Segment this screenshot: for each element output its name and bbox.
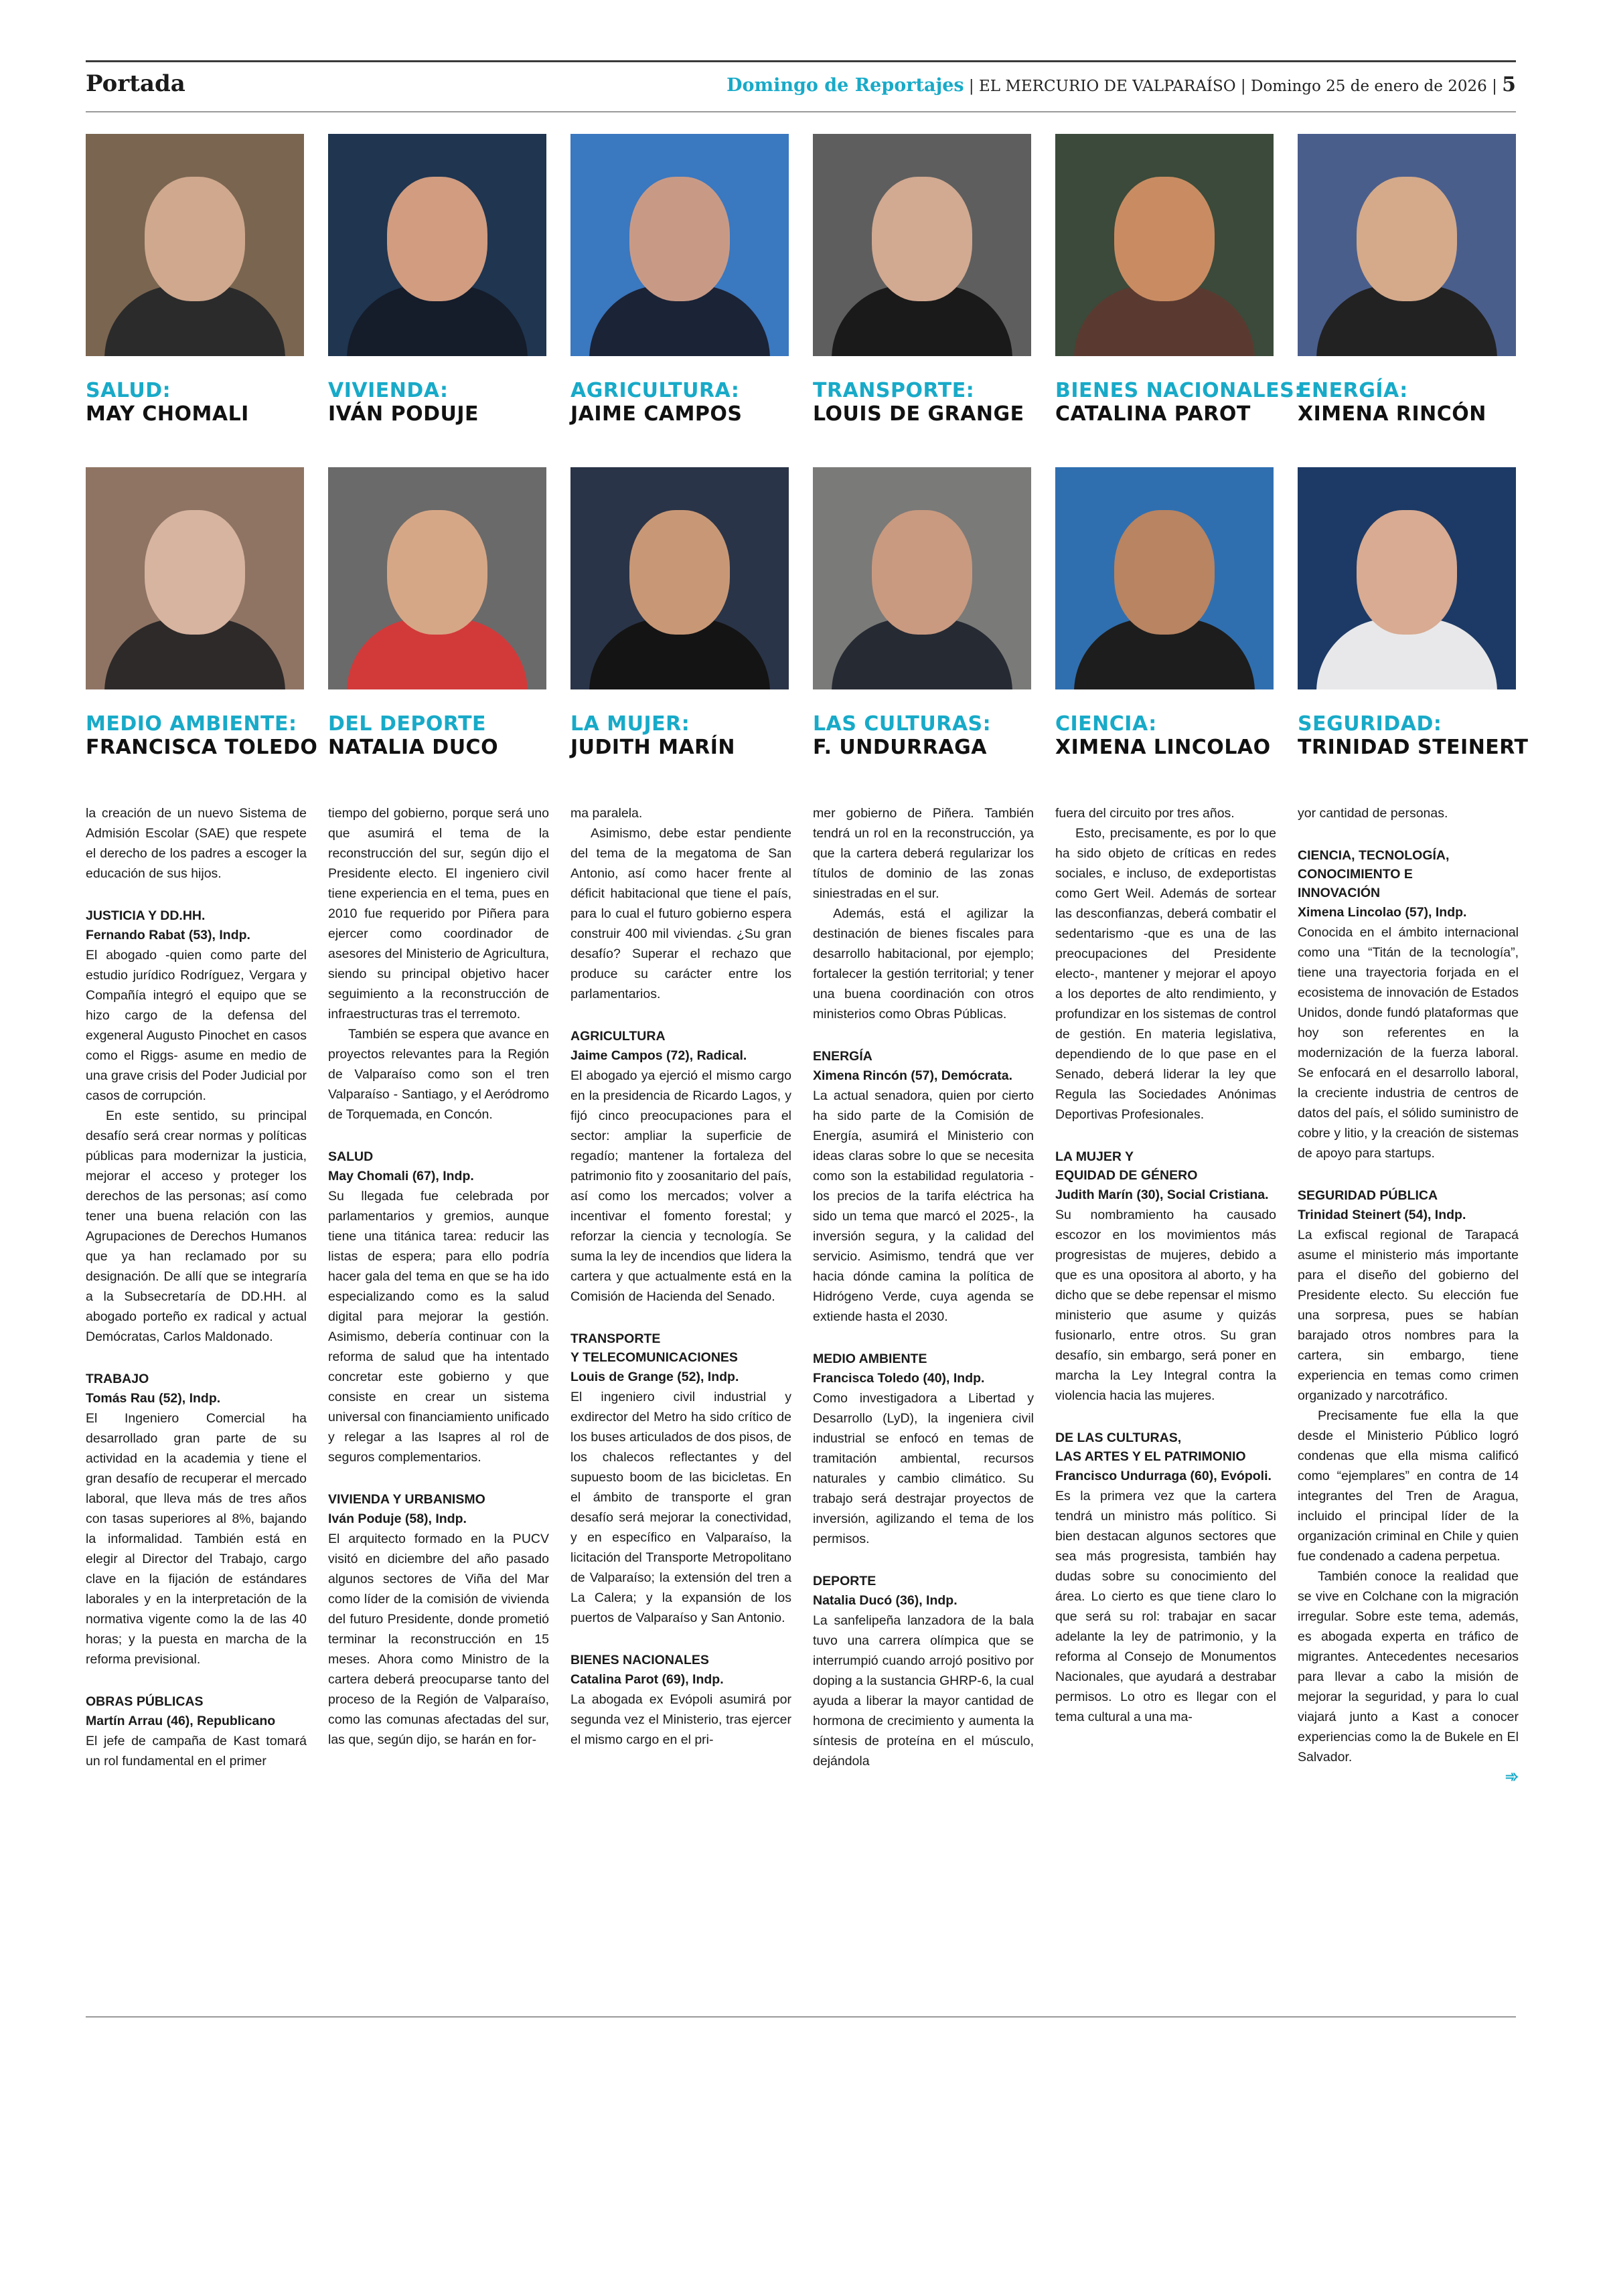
page-separator: |	[1492, 78, 1497, 95]
page-number: 5	[1502, 73, 1516, 96]
portrait-photo	[570, 467, 789, 689]
minister-role: LA MUJER:	[570, 712, 690, 736]
paragraph: Esto, precisamente, es por lo que ha sido objeto de críticas en redes sociales, e incluso, de exdeportistas como Gert Weil. Además de sortear las desconfianzas, deberá combatir el sedentarismo -que es una de las preocupaciones del Presidente electo-, mantener y mejorar el apoyo a los deportes de alto rendimiento, y profundizar en los sistemas de control de gestión. En materia legislativa, dependiendo de lo que pase en el Senado, deberá liderar la ley que Regula las Sociedades Anónimas Deportivas Profesionales.	[1055, 826, 1276, 1122]
minister-name: NATALIA DUCO	[328, 736, 499, 759]
minister-role: LAS CULTURAS:	[813, 712, 992, 736]
byline: Judith Marín (30), Social Cristiana.	[1055, 1187, 1269, 1202]
paragraph: El abogado ya ejerció el mismo cargo en la presidencia de Ricardo Lagos, y fijó cinco preocupaciones para el sector: ampliar la superficie de regadío; mantener la fortaleza del patrimonio fito y zoosanitario del país, así como los mercados; volver a incentivar el fomento forestal; y reforzar la ciencia y tecnología. Se suma la ley de incendios que lidera la cartera y que actualmente está en la Comisión de Hacienda del Senado.	[570, 1068, 791, 1304]
byline: Ximena Lincolao (57), Indp.	[1298, 905, 1467, 920]
minister-role: AGRICULTURA:	[570, 379, 740, 402]
minister-card	[1055, 134, 1303, 426]
paragraph: la creación de un nuevo Sistema de Admisión Escolar (SAE) que respete el derecho de los padres a escoger la educación de sus hijos.	[86, 806, 307, 881]
minister-role: VIVIENDA:	[328, 379, 449, 402]
minister-card	[813, 134, 1031, 426]
paragraph: El jefe de campaña de Kast tomará un rol fundamental en el primer	[86, 1734, 307, 1769]
paragraph: Además, está el agilizar la destinación de bienes fiscales para desarrollo habitacional, por ejemplo; fortalecer la gestión territorial; y tener una buena coordinación con otros ministerios como Obras Públicas.	[813, 906, 1034, 1021]
minister-card	[570, 134, 789, 426]
paragraph: Precisamente fue ella la que desde el Ministerio Público logró condenas que ella misma calificó como “ejemplares” en contra de 14 integrantes del Tren de Aragua, incluido el principal líder de la organización criminal en Chile y quien fue condenado a cadena perpetua.	[1298, 1408, 1519, 1564]
minister-name: JAIME CAMPOS	[570, 402, 743, 426]
publication-name: | EL MERCURIO DE VALPARAÍSO |	[968, 78, 1246, 95]
section-title: Portada	[86, 70, 185, 97]
minister-card	[813, 467, 1031, 759]
paragraph: tiempo del gobierno, porque será uno que asumirá el tema de la reconstrucción del sur, según dijo el Presidente electo. El ingeniero civil tiene experiencia en el tema, pues en 2010 fue requerido por Piñera para ejercer como coordinador de asesores del Ministerio de Agricultura, siendo su principal objetivo hacer seguimiento a la reconstrucción de infraestructuras tras el terremoto.	[328, 806, 549, 1021]
portrait-photo	[86, 134, 304, 356]
supplement-name: Domingo de Reportajes	[726, 75, 964, 96]
minister-card	[86, 134, 304, 426]
minister-card	[1298, 467, 1529, 759]
minister-role: SEGURIDAD:	[1298, 712, 1442, 736]
minister-role: DEL DEPORTE	[328, 712, 487, 736]
paragraph: En este sentido, su principal desafío será crear normas y políticas públicas para modernizar la justicia, mejorar el acceso y proteger los derechos de las personas; así como tener una buena relación con las Agrupaciones de Derechos Humanos que ya han reclamado por su designación. De allí que se integraría a la Subsecretaría de DD.HH. al abogado porteño ex radical y actual Demócratas, Carlos Maldonado.	[86, 1109, 307, 1344]
minister-role: ENERGÍA:	[1298, 379, 1408, 402]
portrait-photo	[813, 134, 1031, 356]
paragraph: También conoce la realidad que se vive en Colchane con la migración irregular. Sobre este tema, además, es abogada experta en tráfico de migrantes. Antecedentes necesarios para llevar a cabo la misión de mejorar la seguridad, y para lo cual viajará junto a Kast a conocer experiencias como la de Bukele en El Salvador.	[1298, 1569, 1519, 1765]
section-heading: AGRICULTURA	[570, 1029, 666, 1044]
paragraph: La sanfelipeña lanzadora de la bala tuvo una carrera olímpica que se interrumpió cuando arrojó positivo por doping a la sustancia GHRP-6, la cual ayuda a liberar la mayor cantidad de hormona de crecimiento y aumenta la síntesis de proteína en el músculo, dejándola	[813, 1613, 1034, 1769]
heading-line: TRANSPORTE	[570, 1331, 661, 1346]
paragraph: El ingeniero civil industrial y exdirector del Metro ha sido crítico de los buses articulados de dos pisos, de los chalecos reflectantes y del supuesto boom de las bicicletas. En el ámbito de transporte el gran desafío será mejorar la conectividad, y en específico en Valparaíso, la licitación del Transporte Metropolitano de Valparaíso; la extensión del tren a La Calera; y la expansión de los puertos de Valparaíso y San Antonio.	[570, 1390, 791, 1625]
minister-card	[1055, 467, 1274, 759]
minister-name: F. UNDURRAGA	[813, 736, 987, 759]
section-heading: TRABAJO	[86, 1372, 149, 1386]
continue-arrow-icon: ➾	[1505, 1768, 1519, 1786]
portrait-photo	[570, 134, 789, 356]
byline: Jaime Campos (72), Radical.	[570, 1048, 747, 1063]
byline: Natalia Ducó (36), Indp.	[813, 1593, 958, 1608]
paragraph: El abogado -quien como parte del estudio jurídico Rodríguez, Vergara y Compañía integró el equipo que se hizo cargo de la defensa del exgeneral Augusto Pinochet en casos como el Riggs- asume en medio de una grave crisis del Poder Judicial por casos de corrupción.	[86, 948, 307, 1103]
byline: May Chomali (67), Indp.	[328, 1169, 474, 1183]
paragraph: Conocida en el ámbito internacional como una “Titán de la tecnología”, tiene una trayectoria forjada en el ecosistema de innovación de Estados Unidos, donde fundó plataformas que hoy son referentes en la modernización de la fuerza laboral. Se enfocará en el desarrollo laboral, la creciente industria de centros de datos del país, el sólido suministro de cobre y litio, y la creación de sistemas de apoyo para startups.	[1298, 925, 1519, 1161]
footer-divider	[86, 2016, 1516, 2018]
paragraph: La exfiscal regional de Tarapacá asume el ministerio más importante para el diseño del gobierno del Presidente electo. Su elección fue una sorpresa, pues se habían barajado otros nombres para la cartera, sin embargo, tiene experiencia en temas como crimen organizado y narcotráfico.	[1298, 1228, 1519, 1403]
minister-card	[328, 134, 546, 426]
heading-line: INNOVACIÓN	[1298, 886, 1381, 900]
minister-name: FRANCISCA TOLEDO	[86, 736, 318, 759]
minister-role: BIENES NACIONALES:	[1055, 379, 1303, 402]
paragraph: fuera del circuito por tres años.	[1055, 806, 1235, 821]
paragraph: Su nombramiento ha causado escozor en los movimientos más progresistas de mujeres, debido a que es una opositora al aborto, y ha dicho que se debe repensar el mismo ministerio que asume y quizás fusionarlo, entre otros. Su gran desafío, sin embargo, será poner en marcha la Ley Integral contra la violencia hacia las mujeres.	[1055, 1208, 1276, 1403]
heading-line: CONOCIMIENTO E	[1298, 867, 1413, 882]
byline: Tomás Rau (52), Indp.	[86, 1391, 221, 1406]
article-column-3	[570, 803, 791, 1750]
byline: Martín Arrau (46), Republicano	[86, 1714, 276, 1728]
section-heading: MEDIO AMBIENTE	[813, 1351, 927, 1366]
paragraph: Como investigadora a Libertad y Desarrollo (LyD), la ingeniera civil industrial se enfocó en temas de tramitación ambiental, recursos naturales y cambio climático. Su trabajo será destrajar proyectos de inversión, agilizando el tema de los permisos.	[813, 1391, 1034, 1546]
portrait-photo	[86, 467, 304, 689]
paragraph: mer gobierno de Piñera. También tendrá un rol en la reconstrucción, ya que la cartera deberá regularizar los títulos de dominio de las zonas siniestradas en el sur.	[813, 806, 1034, 901]
heading-line: LAS ARTES Y EL PATRIMONIO	[1055, 1449, 1246, 1464]
section-heading: ENERGÍA	[813, 1049, 872, 1064]
paragraph: La abogada ex Evópoli asumirá por segunda vez el Ministerio, tras ejercer el mismo cargo en el pri-	[570, 1692, 791, 1747]
minister-name: MAY CHOMALI	[86, 402, 249, 426]
section-heading: JUSTICIA Y DD.HH.	[86, 908, 206, 923]
paragraph: La actual senadora, quien por cierto ha sido parte de la Comisión de Energía, asumirá el Ministerio con ideas claras sobre lo que se necesita como son la estabilidad regulatoria -los precios de la tarifa eléctrica ha sido un tema que marcó el 2025-, la inversión segura, y la calidad del servicio. Asimismo, tendrá que ver hacia dónde camina la política de Hidrógeno Verde, cuya agenda se extiende hasta el 2030.	[813, 1088, 1034, 1324]
minister-name: XIMENA LINCOLAO	[1055, 736, 1271, 759]
paragraph: Su llegada fue celebrada por parlamentarios y gremios, aunque tiene una titánica tarea: reducir las listas de espera; para ello podría hacer gala del tema en que se ha ido especializando como es la salud digital para mejorar la gestión. Asimismo, debería continuar con la reforma de salud que ha intentado concretar este gobierno y que consiste en crear un sistema universal con financiamiento unificado y relegar a las Isapres al rol de seguros complementarios.	[328, 1189, 549, 1465]
minister-role: SALUD:	[86, 379, 171, 402]
minister-card	[570, 467, 789, 759]
byline: Fernando Rabat (53), Indp.	[86, 928, 250, 942]
section-heading	[570, 1329, 791, 1367]
paragraph: yor cantidad de personas.	[1298, 806, 1448, 821]
minister-role: TRANSPORTE:	[813, 379, 975, 402]
heading-line: DE LAS CULTURAS,	[1055, 1430, 1182, 1445]
article-column-6	[1298, 803, 1519, 1787]
article-column-5	[1055, 803, 1276, 1727]
issue-date: Domingo 25 de enero de 2026	[1251, 78, 1487, 95]
paragraph: Es la primera vez que la cartera tendrá un ministro más político. Si bien destacan algunos sectores que sea más progresista, también hay dudas sobre su conocimiento del área. Lo cierto es que tiene claro lo que será su rol: trabajar en sacar adelante la ley de patrimonio, y la reforma al Consejo de Monumentos Nacionales, que ayudará a destrabar permisos. Lo otro es llegar con el tema cultural a una ma-	[1055, 1489, 1276, 1724]
portrait-photo	[1298, 134, 1516, 356]
section-heading: OBRAS PÚBLICAS	[86, 1694, 204, 1709]
minister-card	[1298, 134, 1516, 426]
paragraph: El arquitecto formado en la PUCV visitó en diciembre del año pasado algunos sectores de Viña del Mar como líder de la comisión de vivienda del futuro Presidente, donde prometió terminar la reconstrucción en 15 meses. Ahora como Ministro de la cartera deberá preocuparse tanto del proceso de la Región de Valparaíso, como las comunas afectadas del sur, las que, según dijo, se harán en for-	[328, 1532, 549, 1747]
minister-name: JUDITH MARÍN	[570, 736, 736, 759]
section-heading: VIVIENDA Y URBANISMO	[328, 1492, 485, 1507]
heading-line: LA MUJER Y	[1055, 1149, 1134, 1164]
heading-line: CIENCIA, TECNOLOGÍA,	[1298, 848, 1450, 863]
section-heading: DEPORTE	[813, 1574, 876, 1588]
section-heading: SALUD	[328, 1149, 374, 1164]
portrait-photo	[328, 467, 546, 689]
byline: Iván Poduje (58), Indp.	[328, 1511, 467, 1526]
masthead	[86, 60, 1516, 112]
paragraph: ma paralela.	[570, 806, 643, 821]
header-info	[726, 73, 1516, 96]
portrait-photo	[328, 134, 546, 356]
portrait-photo	[813, 467, 1031, 689]
section-heading	[1298, 846, 1519, 902]
heading-line: EQUIDAD DE GÉNERO	[1055, 1168, 1198, 1183]
byline: Louis de Grange (52), Indp.	[570, 1370, 739, 1384]
article-column-1	[86, 803, 307, 1771]
section-heading	[1055, 1428, 1276, 1466]
article-column-2	[328, 803, 549, 1750]
minister-card	[86, 467, 318, 759]
section-heading: BIENES NACIONALES	[570, 1653, 709, 1667]
portrait-photo	[1055, 134, 1274, 356]
paragraph: El Ingeniero Comercial ha desarrollado gran parte de su actividad en la academia y tiene el gran desafío de recuperar el mercado laboral, que lleva más de tres años con tasas superiores al 8%, bajando la informalidad. También está en elegir al Director del Trabajo, cargo clave en la fijación de estándares laborales y en la interpretación de la normativa vigente como la de las 40 horas; y la puesta en marcha de la reforma previsional.	[86, 1411, 307, 1667]
section-heading	[1055, 1147, 1276, 1185]
minister-name: CATALINA PAROT	[1055, 402, 1251, 426]
article-column-4	[813, 803, 1034, 1771]
section-heading: SEGURIDAD PÚBLICA	[1298, 1188, 1438, 1203]
paragraph: También se espera que avance en proyectos relevantes para la Región de Valparaíso como son el tren Valparaíso - Santiago, y el Aeródromo de Torquemada, en Concón.	[328, 1027, 549, 1122]
byline: Catalina Parot (69), Indp.	[570, 1672, 724, 1687]
minister-name: XIMENA RINCÓN	[1298, 402, 1486, 426]
byline: Francisca Toledo (40), Indp.	[813, 1371, 985, 1386]
byline: Francisco Undurraga (60), Evópoli.	[1055, 1469, 1272, 1483]
minister-name: LOUIS DE GRANGE	[813, 402, 1024, 426]
minister-name: TRINIDAD STEINERT	[1298, 736, 1529, 759]
byline: Trinidad Steinert (54), Indp.	[1298, 1208, 1466, 1222]
minister-role: MEDIO AMBIENTE:	[86, 712, 297, 736]
byline: Ximena Rincón (57), Demócrata.	[813, 1068, 1013, 1083]
paragraph: Asimismo, debe estar pendiente del tema de la megatoma de San Antonio, así como hacer frente al déficit habitacional que tiene el país, para lo cual el futuro gobierno espera construir 400 mil viviendas. ¿Su gran desafío? Superar el rechazo que produce su carácter entre los parlamentarios.	[570, 826, 791, 1001]
minister-role: CIENCIA:	[1055, 712, 1157, 736]
minister-name: IVÁN PODUJE	[328, 402, 479, 426]
minister-card	[328, 467, 546, 759]
portrait-photo	[1055, 467, 1274, 689]
heading-line: Y TELECOMUNICACIONES	[570, 1350, 738, 1365]
portrait-photo	[1298, 467, 1516, 689]
